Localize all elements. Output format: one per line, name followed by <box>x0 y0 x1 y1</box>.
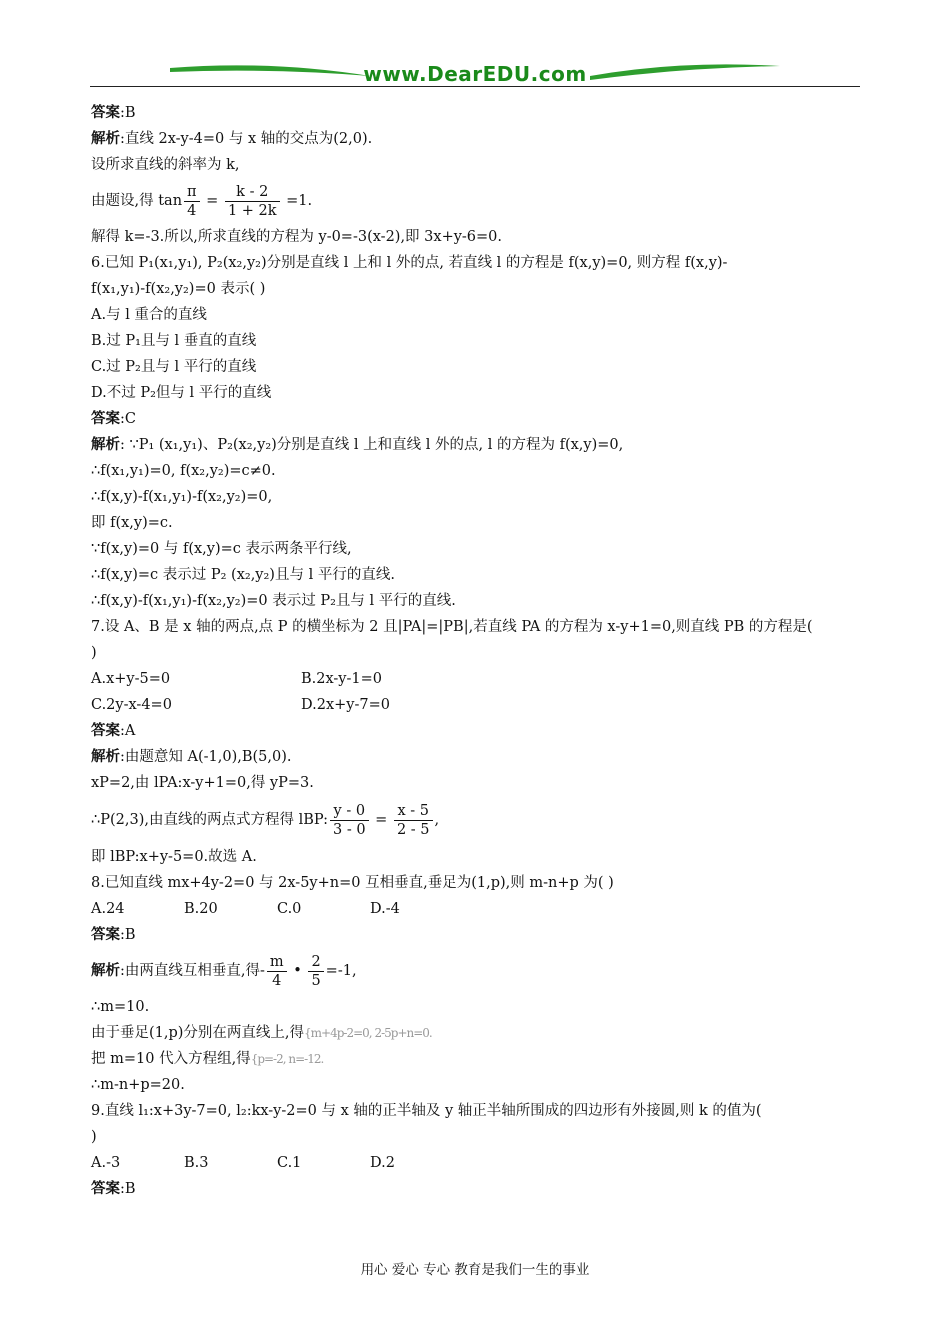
text-line: ∴f(x,y)=c 表示过 P₂ (x₂,y₂)且与 l 平行的直线. <box>91 567 395 583</box>
page-header <box>90 58 860 90</box>
text-line: xP=2,由 lPA:x-y+1=0,得 yP=3. <box>91 775 314 791</box>
option-line: A.24 B.20 C.0 D.-4 <box>91 901 400 917</box>
option-line: A.-3 B.3 C.1 D.2 <box>91 1155 395 1171</box>
text-line: ∴m=10. <box>91 999 150 1015</box>
question-line: 8.已知直线 mx+4y-2=0 与 2x-5y+n=0 互相垂直,垂足为(1,p),则 m-n+p 为( ) <box>91 875 614 891</box>
answer-line: 答案:C <box>91 411 136 427</box>
page-footer: 用心 爱心 专心 教育是我们一生的事业 <box>360 1262 590 1278</box>
fraction: $\frac{y - 0}{3 - 0}$ <box>330 802 369 839</box>
header-rule <box>90 86 860 87</box>
question-line: 6.已知 P₁(x₁,y₁), P₂(x₂,y₂)分别是直线 l 上和 l 外的点, 若直线 l 的方程是 f(x,y)=0, 则方程 f(x,y)- <box>91 255 728 271</box>
fraction: $\frac{k - 2}{1 + 2k}$ <box>225 183 280 220</box>
text-line: 由于垂足(1,p)分别在两直线上,得{m+4p-2=0, 2-5p+n=0. <box>91 1020 863 1046</box>
option-line: D.不过 P₂但与 l 平行的直线 <box>91 385 272 401</box>
equation-system: {m+4p-2=0, 2-5p+n=0. <box>304 1026 432 1040</box>
text-line: 解得 k=-3.所以,所求直线的方程为 y-0=-3(x-2),即 3x+y-6=0. <box>91 229 503 245</box>
question-line: ) <box>91 1129 97 1145</box>
text-line: ∴f(x,y)-f(x₁,y₁)-f(x₂,y₂)=0, <box>91 489 273 505</box>
analysis-line: 解析:由题意知 A(-1,0),B(5,0). <box>91 749 292 765</box>
text-line: ∴f(x,y)-f(x₁,y₁)-f(x₂,y₂)=0 表示过 P₂且与 l 平行的直线. <box>91 593 456 609</box>
option-line: B.过 P₁且与 l 垂直的直线 <box>91 333 257 349</box>
formula-line: 由题设,得 tan $\frac{\pi}{4}$ = $\frac{k - 2}{1 + 2k}$ =1. <box>91 183 313 219</box>
option-line: C.2y-x-4=0 D.2x+y-7=0 <box>91 697 390 713</box>
question-line: ) <box>91 645 97 661</box>
formula-line: ∴P(2,3),由直线的两点式方程得 lBP: $\frac{y - 0}{3 - 0}$ = $\frac{x - 5}{2 - 5}$ , <box>91 802 440 838</box>
answer-line: 答案:B <box>91 1181 136 1197</box>
option-line: A.与 l 重合的直线 <box>91 307 207 323</box>
analysis-line: 解析: ∵P₁ (x₁,y₁)、P₂(x₂,y₂)分别是直线 l 上和直线 l 外的点, l 的方程为 f(x,y)=0, <box>91 437 624 453</box>
text-line: 即 f(x,y)=c. <box>91 515 173 531</box>
right-swoosh-icon <box>590 58 780 88</box>
fraction: $\frac{x - 5}{2 - 5}$ <box>394 802 433 839</box>
document-body <box>91 100 863 1202</box>
site-logo[interactable]: www.DearEDU.com <box>363 62 587 86</box>
option-line: A.x+y-5=0 B.2x-y-1=0 <box>91 671 383 687</box>
text-line: 即 lBP:x+y-5=0.故选 A. <box>91 849 257 865</box>
question-line: f(x₁,y₁)-f(x₂,y₂)=0 表示( ) <box>91 281 266 297</box>
analysis-line: 解析:直线 2x-y-4=0 与 x 轴的交点为(2,0). <box>91 131 373 147</box>
equation-system: {p=-2, n=-12. <box>250 1052 324 1066</box>
question-line: 9.直线 l₁:x+3y-7=0, l₂:kx-y-2=0 与 x 轴的正半轴及 y 轴正半轴所围成的四边形有外接圆,则 k 的值为( <box>91 1103 762 1119</box>
text-line: ∴f(x₁,y₁)=0, f(x₂,y₂)=c≠0. <box>91 463 276 479</box>
answer-line: 答案:A <box>91 723 136 739</box>
answer-line: 答案:B <box>91 105 136 121</box>
fraction: $\frac{\pi}{4}$ <box>184 183 200 220</box>
text-line: ∵f(x,y)=0 与 f(x,y)=c 表示两条平行线, <box>91 541 352 557</box>
text-line: ∴m-n+p=20. <box>91 1077 185 1093</box>
fraction: $\frac{m}{4}$ <box>267 953 287 990</box>
answer-line: 答案:B <box>91 927 136 943</box>
text-line: 把 m=10 代入方程组,得{p=-2, n=-12. <box>91 1046 863 1072</box>
option-line: C.过 P₂且与 l 平行的直线 <box>91 359 257 375</box>
fraction: $\frac{2}{5}$ <box>308 953 323 990</box>
text-line: 设所求直线的斜率为 k, <box>91 157 240 173</box>
question-line: 7.设 A、B 是 x 轴的两点,点 P 的横坐标为 2 且|PA|=|PB|,若直线 PA 的方程为 x-y+1=0,则直线 PB 的方程是( <box>91 619 813 635</box>
formula-line: 解析:由两直线互相垂直,得- $\frac{m}{4}$ • $\frac{2}{5}$ =-1, <box>91 953 357 989</box>
